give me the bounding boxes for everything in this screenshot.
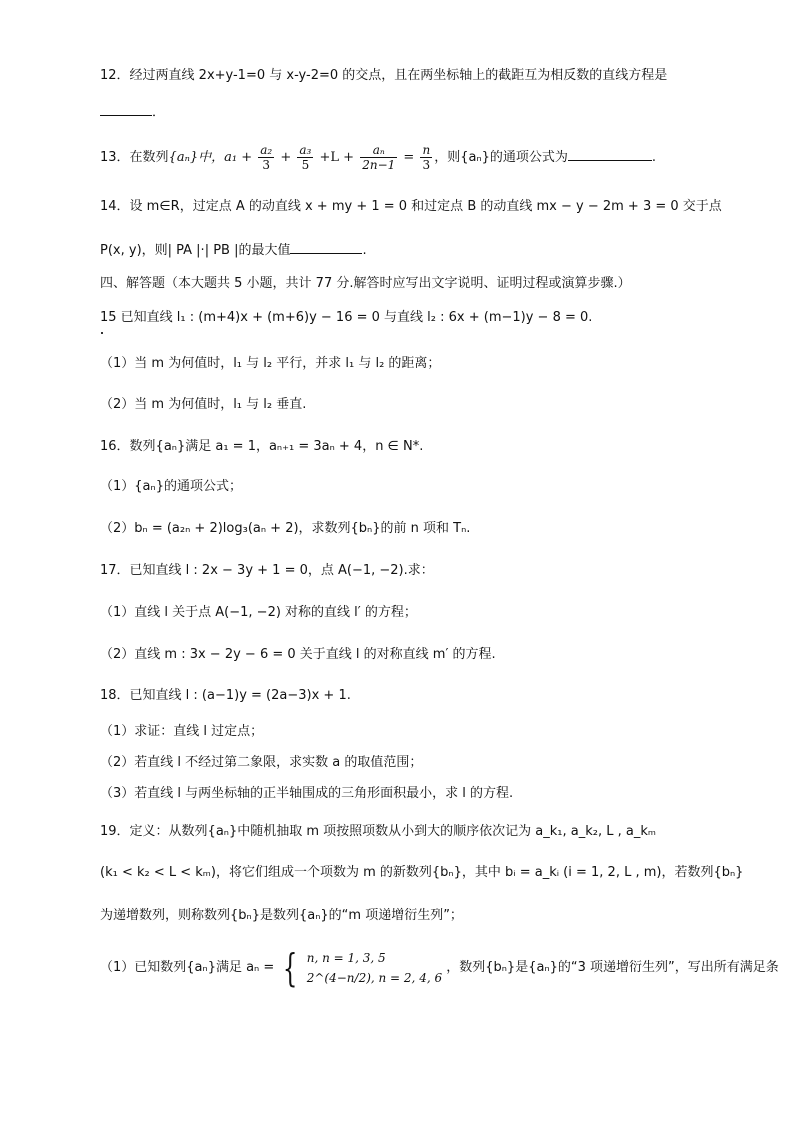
q13-pre: 13．在数列 [100, 150, 169, 165]
q17-part1: （1）直线 l 关于点 A(−1, −2) 对称的直线 l′ 的方程； [100, 605, 417, 620]
q17-head: 17．已知直线 l : 2x − 3y + 1 = 0，点 A(−1, −2).求： [100, 563, 434, 578]
answer-blank [568, 146, 652, 161]
q12-line1 [100, 66, 667, 86]
q19-line3: 为递增数列，则称数列{bₙ}是数列{aₙ}的“m 项递增衍生列”； [100, 908, 463, 923]
q13-frac2: $\frac{\text{a₃}}{5}$ [299, 143, 312, 172]
q13-frac3: $\frac{\text{aₙ}}{2n-1}$ [362, 143, 396, 172]
q19-line2: (k₁ < k₂ < L < kₘ)，将它们组成一个项数为 m 的新数列{bₙ}，其中 bᵢ = a_kᵢ (i = 1, 2, L , m)，若数列{bₙ} [100, 865, 744, 880]
q15-head: 15 已知直线 l₁ : (m+4)x + (m+6)y − 16 = 0 与直线 l₂ : 6x + (m−1)y − 8 = 0. [100, 310, 593, 325]
q12-end: ． [152, 105, 166, 120]
q13-post: ，则{aₙ}的通项公式为 [434, 150, 568, 165]
q18-head: 18．已知直线 l : (a−1)y = (2a−3)x + 1. [100, 688, 351, 703]
q13-frac1: $\frac{\text{a₂}}{3}$ [260, 143, 273, 172]
q13-line: 13．在数列{aₙ}中，a₁ + $\frac{\text{a₂}}{3}$ + $\frac{\text{a₃}}{5}$ +L + $\frac{\text{aₙ}}{2n-1}$ = $\frac{n}{3}$ ，则{aₙ}的通项公式为 . [100, 143, 657, 172]
q13-frac4: $\frac{n}{3}$ [422, 143, 431, 172]
stray-dot [101, 332, 103, 334]
q14-text2: P(x, y)，则| PA |·| PB |的最大值 [100, 243, 291, 258]
q14-line2: P(x, y)，则| PA |·| PB |的最大值 . [100, 239, 367, 261]
q18-part3: （3）若直线 l 与两坐标轴的正半轴围成的三角形面积最小，求 l 的方程. [100, 786, 514, 801]
piecewise-cases: n, n = 1, 3, 5 2^(4−n/2), n = 2, 4, 6 [306, 950, 443, 985]
q16-part1: （1）{aₙ}的通项公式； [100, 479, 242, 494]
q17-part2: （2）直线 m : 3x − 2y − 6 = 0 关于直线 l 的对称直线 m′ 的方程. [100, 647, 496, 662]
q12-line2 [100, 101, 165, 123]
left-brace: { [283, 945, 298, 990]
q15-part2: （2）当 m 为何值时，l₁ 与 l₂ 垂直. [100, 397, 307, 412]
q18-part1: （1）求证：直线 l 过定点； [100, 724, 264, 739]
q19-line1: 19．定义：从数列{aₙ}中随机抽取 m 项按照项数从小到大的顺序依次记为 a_k₁, a_k₂, L , a_kₘ [100, 824, 656, 839]
q14-text1: 14．设 m∈R，过定点 A 的动直线 x + my + 1 = 0 和过定点 B 的动直线 mx − y − 2m + 3 = 0 交于点 [100, 199, 722, 214]
answer-blank [100, 101, 152, 116]
answer-blank [290, 239, 362, 254]
section-heading: 四、解答题（本大题共 5 小题，共计 77 分.解答时应写出文字说明、证明过程或演算步骤.） [100, 276, 631, 291]
q19-part1: （1）已知数列{aₙ}满足 aₙ = { n, n = 1, 3, 5 2^(4−n/2), n = 2, 4, 6 ，数列{bₙ}是{aₙ}的“3 项递增衍生列”，写出所有满足条 [100, 945, 779, 990]
q15-part1: （1）当 m 为何值时，l₁ 与 l₂ 平行，并求 l₁ 与 l₂ 的距离； [100, 356, 441, 371]
q13-mid: 中，a₁ + [198, 150, 253, 165]
q16-part2: （2）bₙ = (a₂ₙ + 2)log₃(aₙ + 2)，求数列{bₙ}的前 n 项和 Tₙ. [100, 521, 471, 536]
q13-seq: {aₙ} [168, 150, 199, 165]
q12-text: 12．经过两直线 2x+y-1=0 与 x-y-2=0 的交点，且在两坐标轴上的截距互为相反数的直线方程是 [100, 68, 668, 83]
q16-head: 16．数列{aₙ}满足 a₁ = 1，aₙ₊₁ = 3aₙ + 4，n ∈ N*. [100, 439, 424, 454]
q18-part2: （2）若直线 l 不经过第二象限，求实数 a 的取值范围； [100, 755, 423, 770]
q14-line1 [100, 197, 722, 217]
